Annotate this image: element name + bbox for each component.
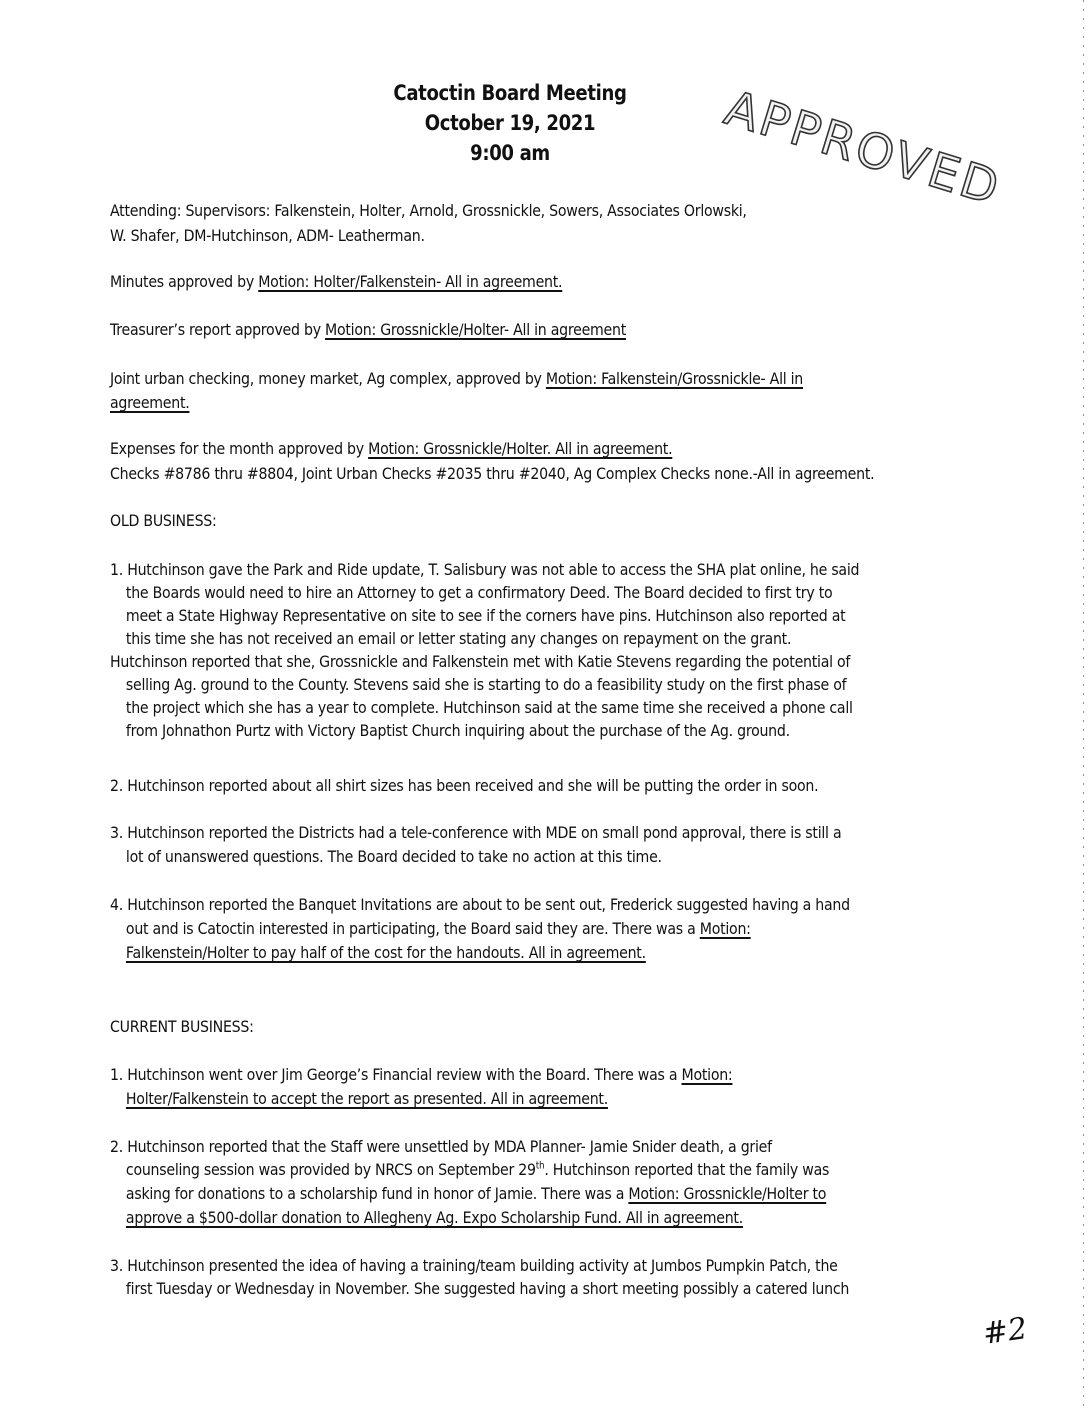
meeting-title: Catoctin Board Meeting [393, 81, 627, 105]
treasurer-prefix: Treasurer’s report approved by [110, 320, 326, 339]
treasurer-motion: Motion: Grossnickle/Holter- All in agreement [325, 320, 626, 339]
current-item-1-line-1 [110, 1065, 732, 1085]
expenses-motion: Motion: Grossnickle/Holter. All in agreement. [368, 439, 673, 458]
meeting-header [355, 78, 665, 168]
minutes-motion: Motion: Holter/Falkenstein- All in agreement. [258, 272, 563, 291]
current-business-heading: CURRENT BUSINESS: [110, 1017, 254, 1036]
old-business-heading: OLD BUSINESS: [110, 511, 217, 530]
minutes-prefix: Minutes approved by [110, 272, 259, 291]
current-item-2-line-2 [110, 1160, 829, 1180]
old-item-1-cont-line-2: selling Ag. ground to the County. Stevens said she is starting to do a feasibility study on the first phase of [125, 675, 847, 694]
current-item-2-line-1: 2. Hutchinson reported that the Staff were unsettled by MDA Planner- Jamie Snider death, a grief [110, 1137, 772, 1156]
old-item-3-line-1: 3. Hutchinson reported the Districts had a tele-conference with MDE on small pond approval, there is still a [110, 823, 842, 842]
attending-line-2: W. Shafer, DM-Hutchinson, ADM- Leatherman. [110, 226, 425, 245]
minutes-approval [110, 272, 562, 292]
old-item-4-motion: Motion: [699, 919, 751, 938]
joint-urban-motion: Motion: Falkenstein/Grossnickle- All in [545, 369, 804, 388]
attending-line-1: Attending: Supervisors: Falkenstein, Holter, Arnold, Grossnickle, Sowers, Associates Orlowski, [110, 201, 747, 220]
handwritten-note-text: #2 [980, 1311, 1030, 1352]
current-item-2-text-cont: . Hutchinson reported that the family was [544, 1160, 830, 1179]
joint-urban-approval [110, 369, 803, 389]
current-item-3-line-1: 3. Hutchinson presented the idea of having a training/team building activity at Jumbos Pumpkin Patch, the [110, 1256, 838, 1275]
current-item-2-text-3: asking for donations to a scholarship fund in honor of Jamie. There was a [125, 1184, 629, 1203]
current-item-2-line-3 [110, 1184, 826, 1204]
ordinal-suffix: th [535, 1160, 545, 1172]
old-item-4-line-3 [110, 943, 646, 963]
joint-urban-prefix: Joint urban checking, money market, Ag complex, approved by [110, 369, 546, 388]
old-item-1-line-2: the Boards would need to hire an Attorney to get a confirmatory Deed. The Board decided to first try to [125, 583, 833, 602]
old-item-1-line-4: this time she has not received an email or letter stating any changes on repayment on the grant. [125, 629, 792, 648]
old-item-3-line-2: lot of unanswered questions. The Board decided to take no action at this time. [125, 847, 662, 866]
old-item-1-line-3: meet a State Highway Representative on site to see if the corners have pins. Hutchinson also reported at [125, 606, 846, 625]
old-item-1-cont-line-1: Hutchinson reported that she, Grossnickle and Falkenstein met with Katie Stevens regarding the potential of [110, 652, 851, 671]
old-item-4-text: out and is Catoctin interested in participating, the Board said they are. There was a [125, 919, 700, 938]
old-item-4-line-2 [110, 919, 751, 939]
old-item-1-cont-line-4: from Johnathon Purtz with Victory Baptist Church inquiring about the purchase of the Ag. ground. [125, 721, 790, 740]
checks-line: Checks #8786 thru #8804, Joint Urban Checks #2035 thru #2040, Ag Complex Checks none.-All in agreement. [110, 464, 875, 483]
current-item-1-motion: Motion: [681, 1065, 733, 1084]
expenses-prefix: Expenses for the month approved by [110, 439, 369, 458]
treasurer-approval [110, 320, 626, 340]
old-item-1-line-1: 1. Hutchinson gave the Park and Ride update, T. Salisbury was not able to access the SHA plat online, he said [110, 560, 860, 579]
approved-stamp: APPROVED [718, 80, 1008, 217]
current-item-2-motion: Motion: Grossnickle/Holter to [628, 1184, 827, 1203]
meeting-time: 9:00 am [470, 141, 550, 165]
joint-urban-approval-cont [110, 393, 189, 413]
old-item-2: 2. Hutchinson reported about all shirt sizes has been received and she will be putting the order in soon. [110, 776, 819, 795]
old-item-4-line-1: 4. Hutchinson reported the Banquet Invitations are about to be sent out, Frederick suggested having a hand [110, 895, 850, 914]
current-item-1-text: 1. Hutchinson went over Jim George’s Financial review with the Board. There was a [110, 1065, 682, 1084]
scan-edge [1083, 0, 1084, 1408]
current-item-2-line-4 [110, 1208, 743, 1228]
current-item-2-motion-cont: approve a $500-dollar donation to Allegheny Ag. Expo Scholarship Fund. All in agreement. [125, 1208, 743, 1227]
current-item-3-line-2: first Tuesday or Wednesday in November. She suggested having a short meeting possibly a catered lunch [125, 1279, 850, 1298]
old-item-4-motion-cont: Falkenstein/Holter to pay half of the cost for the handouts. All in agreement. [125, 943, 646, 962]
expenses-approval [110, 439, 672, 459]
joint-urban-motion-cont: agreement. [110, 393, 190, 412]
current-item-1-motion-cont: Holter/Falkenstein to accept the report as presented. All in agreement. [125, 1089, 608, 1108]
meeting-date: October 19, 2021 [424, 111, 596, 135]
old-item-1-cont-line-3: the project which she has a year to complete. Hutchinson said at the same time she received a phone call [125, 698, 853, 717]
current-item-2-text: counseling session was provided by NRCS on September 29 [125, 1160, 536, 1179]
current-item-1-line-2 [110, 1089, 608, 1109]
